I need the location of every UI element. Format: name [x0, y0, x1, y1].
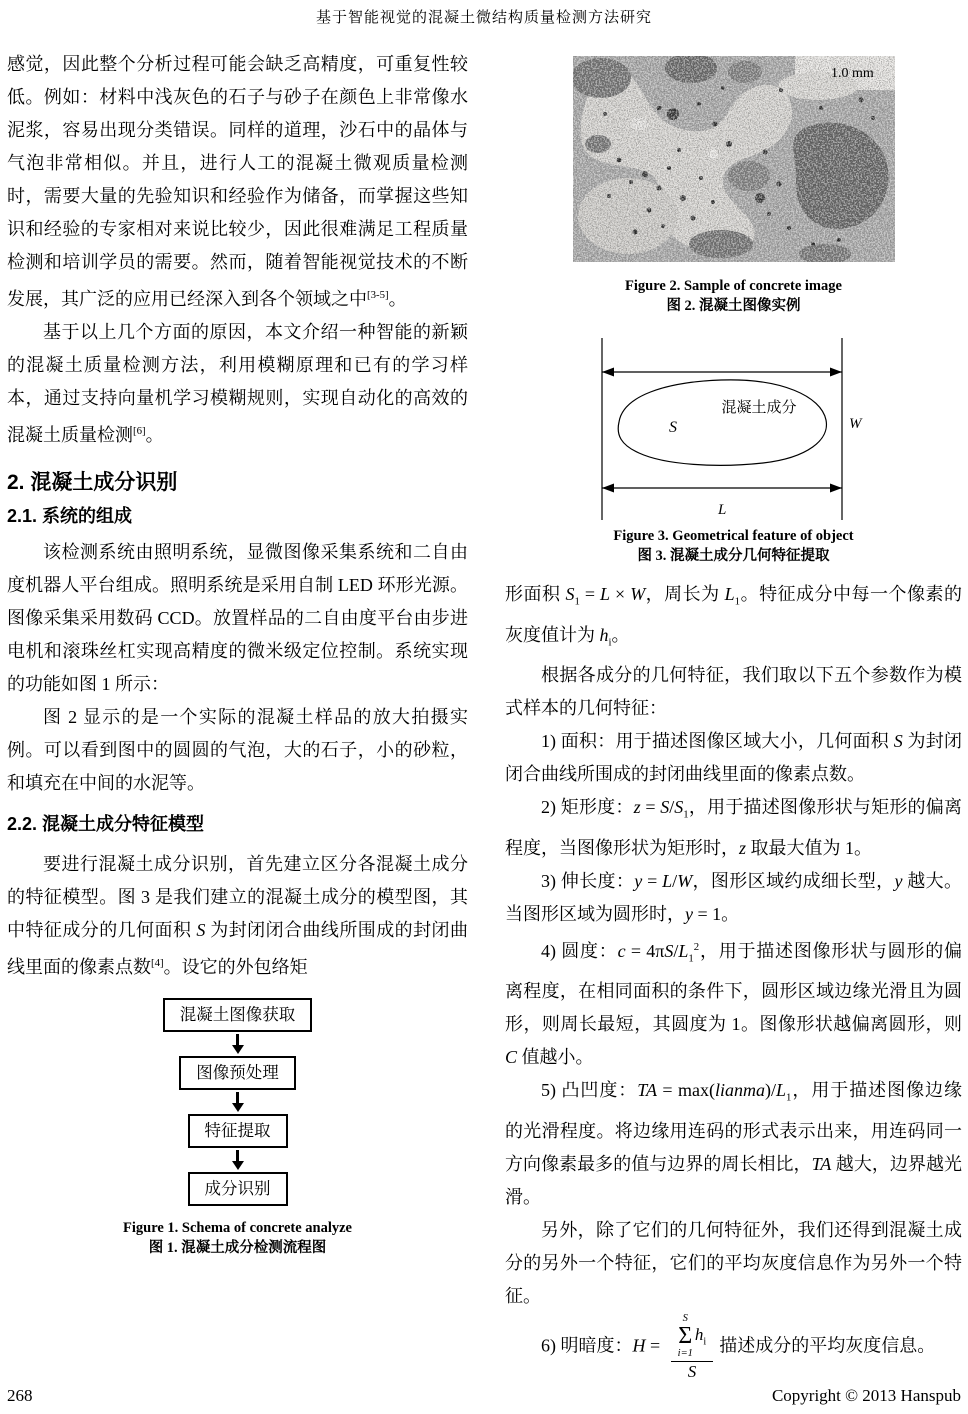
- sigma-symbol: Σ: [678, 1323, 693, 1350]
- item6-tail: 描述成分的平均灰度信息。: [719, 1335, 936, 1356]
- l-label: L: [717, 502, 726, 518]
- figure1-caption-zh: 图 1. 混凝土成分检测流程图: [148, 1240, 327, 1256]
- item-elongation: 3) 伸长度：y = L/W，图形区域约成细长型，y 越大。当图形区域为圆形时，y = 1。: [505, 870, 963, 924]
- left-column: [7, 48, 468, 1258]
- s-label: S: [668, 419, 677, 436]
- figure2-caption: [505, 276, 962, 316]
- figure2-wrap: [505, 56, 962, 262]
- copyright-text: Copyright © 2013 Hanspub: [771, 1386, 961, 1405]
- para-feature-model: 要进行混凝土成分识别，首先建立区分各混凝土成分的特征模型。图 3 是我们建立的混凝土成分的模型图，其中特征成分的几何面积 S 为封闭闭合曲线所围成的封闭曲线里面的像素点数[4]。设它的外包络矩: [7, 854, 469, 977]
- para-five-params: 根据各成分的几何特征，我们取以下五个参数作为模式样本的几何特征：: [505, 665, 962, 719]
- scale-label: 1.0 mm: [830, 66, 874, 81]
- down-arrow-icon: [232, 1148, 244, 1172]
- page-footer: [7, 1386, 961, 1406]
- figure3-wrap: [505, 336, 962, 522]
- right-column: [505, 48, 962, 1382]
- sum-term-var: h: [694, 1324, 704, 1344]
- figure1-flowchart: [7, 998, 468, 1206]
- section-heading-2: 2. 混凝土成分识别: [7, 471, 178, 494]
- sigma-with-limits: [678, 1313, 693, 1360]
- concrete-sample-image: [573, 56, 895, 262]
- figure3-caption-zh: 图 3. 混凝土成分几何特征提取: [637, 548, 830, 564]
- arrow-stem: [236, 1092, 239, 1103]
- flow-step-component-recognition: 成分识别: [188, 1172, 288, 1206]
- para-gray-feature: 另外，除了它们的几何特征外，我们还得到混凝土成分的另外一个特征，它们的平均灰度信息作为另外一个特征。: [505, 1219, 962, 1306]
- flow-step-image-acquisition: 混凝土图像获取: [163, 998, 313, 1032]
- fraction-denominator: S: [687, 1361, 697, 1381]
- item-convexity: 5) 凸凹度：TA = $\max(lianma)/L_1$，用于描述图像边缘的光滑程度。将边缘用连码的形式表示出来，用连码同一方向像素最多的值与边界的周长相比，TA 越大，边界越光滑。: [505, 1080, 963, 1207]
- arrow-head: [232, 1045, 244, 1054]
- para-rect-area: 形面积 $S_1 = L \times W$，周长为 $L_1$。特征成分中每一个像素的灰度值计为 $h_i$。: [505, 584, 963, 649]
- figure2-caption-zh: 图 2. 混凝土图像实例: [666, 298, 801, 314]
- flow-step-preprocessing: 图像预处理: [179, 1056, 296, 1090]
- sum-upper-limit: S: [682, 1312, 688, 1324]
- para-system-composition: 该检测系统由照明系统，显微图像采集系统和二自由度机器人平台组成。照明系统是采用自制 LED 环形光源。图像采集采用数码 CCD。放置样品的二自由度平台由步进电机和滚珠丝杠实现高精度的微米级定位控制。系统实现的功能如图 1 所示：: [7, 542, 468, 694]
- figure1-caption: [7, 1218, 468, 1258]
- item6-lead: 6) 明暗度：: [541, 1335, 633, 1356]
- geometry-diagram: [569, 336, 899, 522]
- figure2-caption-en: Figure 2. Sample of concrete image: [625, 278, 842, 294]
- sum-term: [695, 1326, 706, 1348]
- item-area: 1) 面积：用于描述图像区域大小，几何面积 S 为封闭闭合曲线所围成的封闭曲线里面的像素点数。: [505, 731, 962, 785]
- fraction-numerator: [671, 1313, 714, 1362]
- down-arrow-icon: [232, 1090, 244, 1114]
- para-figure2-description: 图 2 显示的是一个实际的混凝土样品的放大拍摄实例。可以看到图中的圆圆的气泡，大的石子，小的砂粒，和填充在中间的水泥等。: [7, 707, 468, 793]
- arrow-head: [232, 1103, 244, 1112]
- para-intro-continued: 感觉，因此整个分析过程可能会缺乏高精度，可重复性较低。例如：材料中浅灰色的石子与砂子在颜色上非常像水泥浆，容易出现分类错误。同样的道理，沙石中的晶体与气泡非常相似。并且，进行人工的混凝土微观质量检测时，需要大量的先验知识和经验作为储备，而掌握这些知识和经验的专家相对来说比较少，因此很难满足工程质量检测和培训学员的需要。然而，随着智能视觉技术的不断发展，其广泛的应用已经深入到各个领域之中[3-5]。: [7, 54, 468, 309]
- item-circularity: 4) 圆度：$c = 4\pi S/L_1^2$，用于描述图像形状与圆形的偏离程度，在相同面积的条件下，圆形区域边缘光滑且为圆形，则周长最短，其圆度为 1。图像形状越偏离圆形，则 C 值越小。: [505, 940, 962, 1068]
- para-motivation: 基于以上几个方面的原因，本文介绍一种智能的新颖的混凝土质量检测方法，利用模糊原理和已有的学习样本，通过支持向量机学习模糊规则，实现自动化的高效的混凝土质量检测[6]。: [7, 322, 468, 445]
- arrow-head: [232, 1161, 244, 1170]
- blob-label: 混凝土成分: [720, 400, 797, 416]
- item-rectangularity: 2) 矩形度：$z = S/S_1$，用于描述图像形状与矩形的偏离程度，当图像形状为矩形时，z 取最大值为 1。: [505, 797, 962, 858]
- figure3-caption-en: Figure 3. Geometrical feature of object: [613, 528, 854, 544]
- sum-term-sub: i: [703, 1336, 707, 1348]
- item6-equals: =: [645, 1335, 665, 1356]
- arrow-stem: [236, 1034, 239, 1045]
- subsection-heading-2-2: 2.2. 混凝土成分特征模型: [7, 814, 205, 834]
- arrow-stem: [236, 1150, 239, 1161]
- subsection-heading-2-1: 2.1. 系统的组成: [7, 506, 133, 526]
- item6-var: H: [632, 1335, 646, 1356]
- down-arrow-icon: [232, 1032, 244, 1056]
- figure3-caption: [505, 526, 962, 566]
- figure1-caption-en: Figure 1. Schema of concrete analyze: [123, 1220, 352, 1236]
- sum-fraction: [671, 1313, 714, 1382]
- paper-running-title: 基于智能视觉的混凝土微结构质量检测方法研究: [315, 10, 652, 26]
- page-number: 268: [7, 1386, 33, 1405]
- w-label: W: [848, 416, 861, 432]
- item-brightness: [505, 1313, 962, 1382]
- sum-lower-limit: i=1: [677, 1347, 693, 1359]
- flow-step-feature-extraction: 特征提取: [188, 1114, 288, 1148]
